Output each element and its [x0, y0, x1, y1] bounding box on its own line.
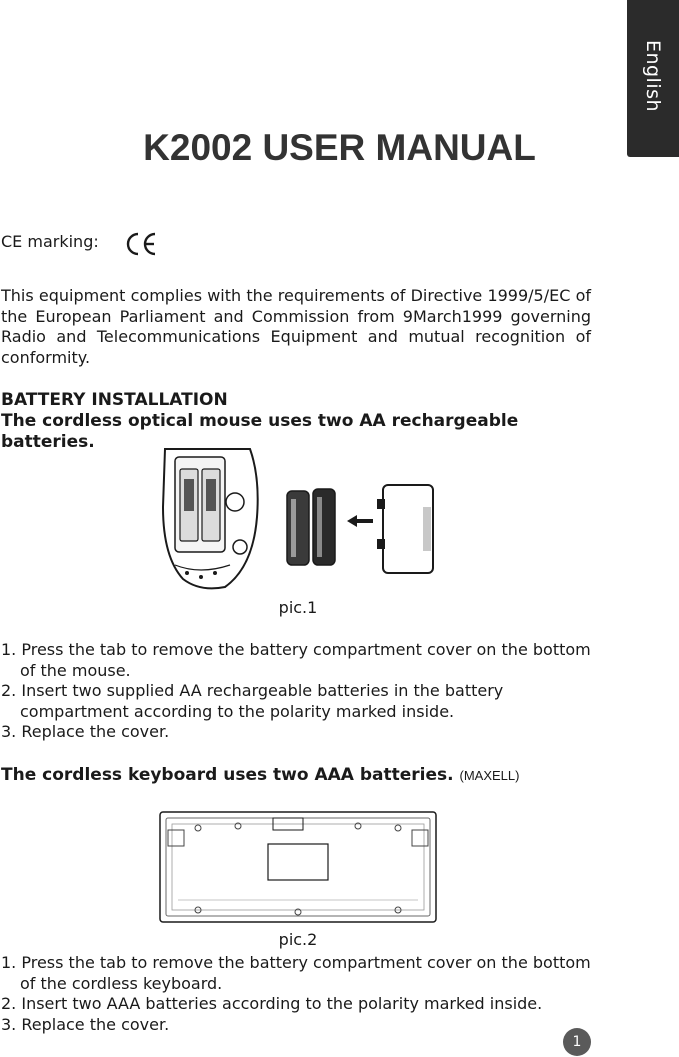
keyboard-steps-list	[1, 953, 601, 1035]
page-title: K2002 USER MANUAL	[143, 127, 536, 168]
language-tab-label: English	[642, 39, 664, 113]
keyboard-step-1: 1. Press the tab to remove the battery compartment cover on the bottom of the cordless keyboard.	[1, 953, 591, 993]
ce-mark-icon	[124, 229, 158, 259]
mouse-step-3: 3. Replace the cover.	[1, 722, 170, 741]
keyboard-step-3: 3. Replace the cover.	[1, 1014, 170, 1034]
pic2-caption: pic.2	[278, 930, 318, 949]
mouse-step-1: 1. Press the tab to remove the battery compartment cover on the bottom of the mouse.	[1, 640, 591, 680]
compliance-paragraph: This equipment complies with the requirements of Directive 1999/5/EC of the European Parliament and Commission from 9March1999 governing Radio and Telecommunications Equipment and mutual recognition of conformity.	[1, 286, 591, 367]
ce-marking-label: CE marking:	[1, 232, 99, 251]
keyboard-step-2: 2. Insert two AAA batteries according to the polarity marked inside.	[1, 994, 543, 1013]
mouse-battery-illustration	[155, 447, 437, 593]
mouse-battery-intro: The cordless optical mouse uses two AA rechargeable batteries.	[1, 411, 519, 452]
mouse-steps-list	[1, 640, 601, 743]
keyboard-intro-text: The cordless keyboard uses two AAA batteries.	[1, 765, 454, 785]
pic1-caption: pic.1	[278, 598, 318, 617]
keyboard-bottom-illustration	[158, 810, 438, 924]
mouse-step-2: 2. Insert two supplied AA rechargeable batteries in the battery compartment according to the polarity marked inside.	[1, 681, 504, 721]
keyboard-battery-brand: (MAXELL)	[459, 768, 520, 783]
keyboard-battery-intro	[1, 765, 641, 786]
page-number: 1	[563, 1028, 591, 1056]
battery-installation-heading: BATTERY INSTALLATION	[1, 390, 228, 410]
